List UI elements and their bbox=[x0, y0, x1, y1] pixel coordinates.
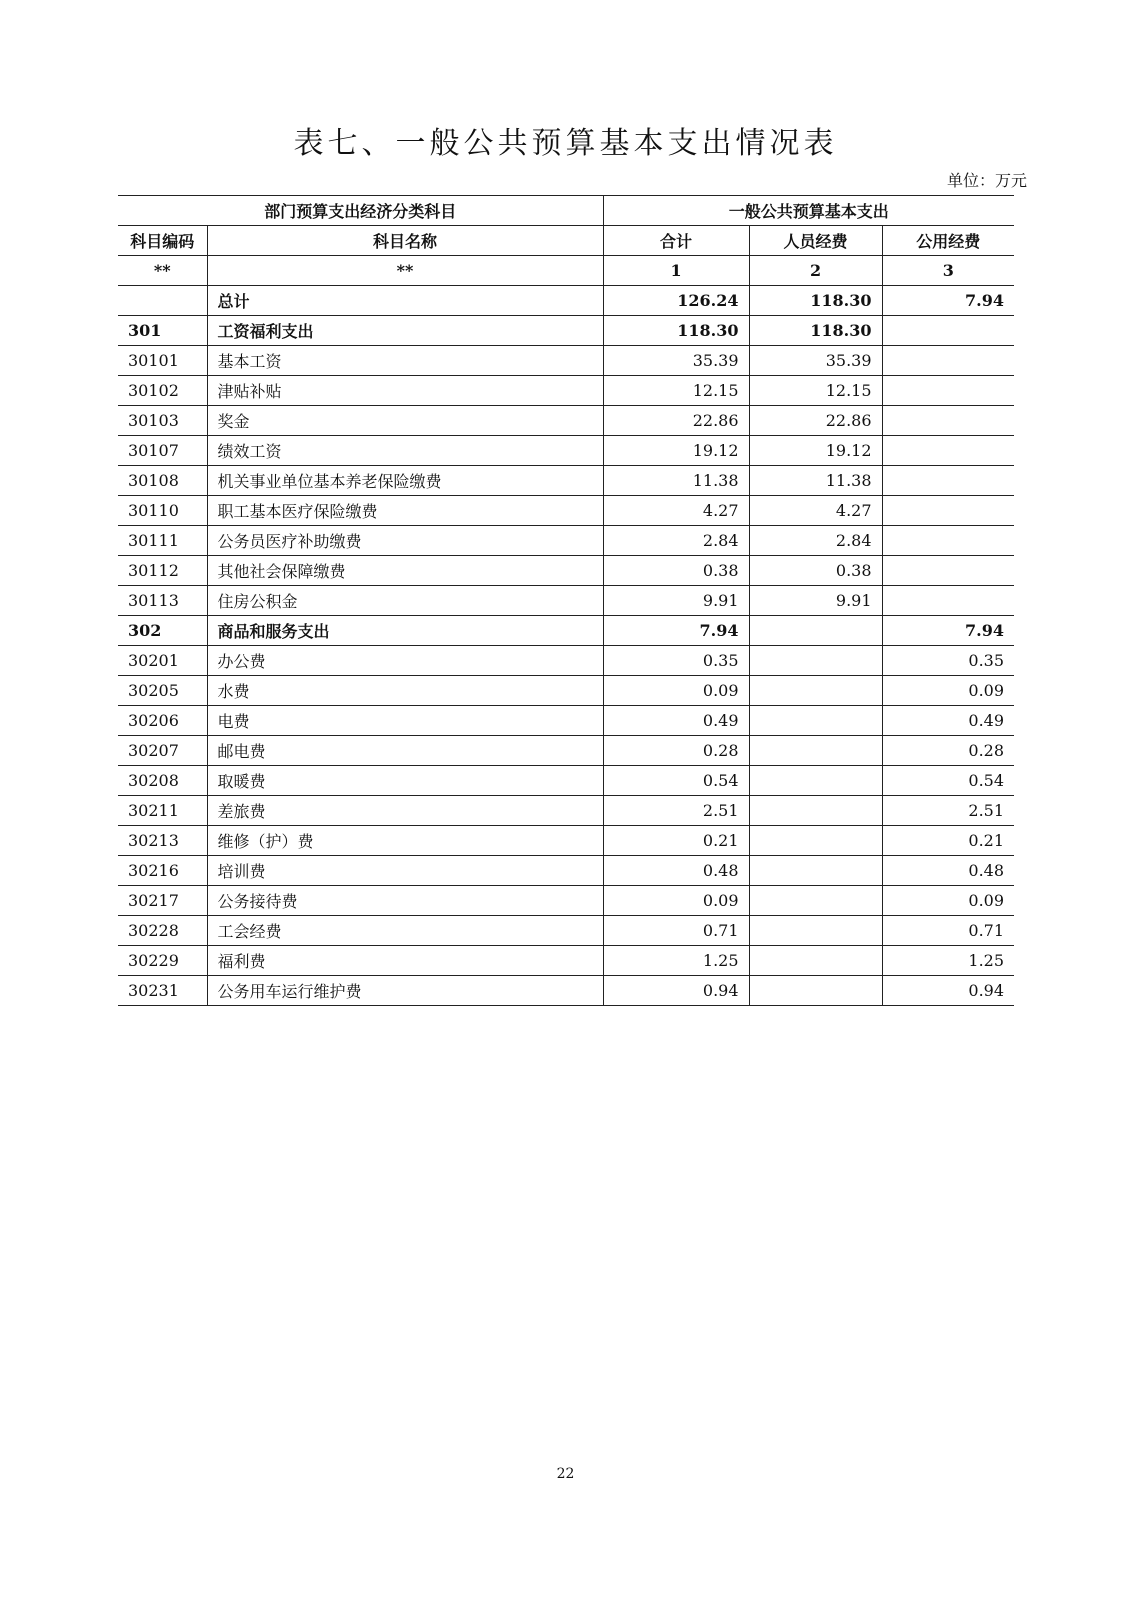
row-personnel bbox=[749, 976, 882, 1006]
row-public: 0.71 bbox=[882, 916, 1014, 946]
row-public: 7.94 bbox=[882, 286, 1014, 316]
row-code bbox=[118, 286, 207, 316]
row-code: 30103 bbox=[118, 406, 207, 436]
header-index-row bbox=[118, 256, 1014, 286]
row-code: 30201 bbox=[118, 646, 207, 676]
row-name: 住房公积金 bbox=[207, 586, 603, 616]
row-public bbox=[882, 406, 1014, 436]
row-name: 水费 bbox=[207, 676, 603, 706]
row-public: 0.49 bbox=[882, 706, 1014, 736]
row-personnel bbox=[749, 676, 882, 706]
row-code: 30113 bbox=[118, 586, 207, 616]
row-public bbox=[882, 466, 1014, 496]
table-row bbox=[118, 706, 1014, 736]
row-code: 30229 bbox=[118, 946, 207, 976]
row-code: 30231 bbox=[118, 976, 207, 1006]
row-total: 0.49 bbox=[603, 706, 749, 736]
row-personnel: 2.84 bbox=[749, 526, 882, 556]
row-name: 培训费 bbox=[207, 856, 603, 886]
row-name: 津贴补贴 bbox=[207, 376, 603, 406]
table-row bbox=[118, 796, 1014, 826]
row-total: 0.71 bbox=[603, 916, 749, 946]
table-row bbox=[118, 676, 1014, 706]
index-code: ** bbox=[118, 256, 207, 286]
row-personnel: 19.12 bbox=[749, 436, 882, 466]
row-code: 30216 bbox=[118, 856, 207, 886]
row-total: 126.24 bbox=[603, 286, 749, 316]
row-total: 0.09 bbox=[603, 676, 749, 706]
row-code: 30208 bbox=[118, 766, 207, 796]
row-public: 0.09 bbox=[882, 676, 1014, 706]
row-total: 4.27 bbox=[603, 496, 749, 526]
header-total: 合计 bbox=[603, 226, 749, 256]
row-total: 0.94 bbox=[603, 976, 749, 1006]
row-personnel bbox=[749, 766, 882, 796]
row-total: 7.94 bbox=[603, 616, 749, 646]
table-row bbox=[118, 766, 1014, 796]
header-public: 公用经费 bbox=[882, 226, 1014, 256]
row-total: 0.35 bbox=[603, 646, 749, 676]
row-personnel: 22.86 bbox=[749, 406, 882, 436]
row-code: 30110 bbox=[118, 496, 207, 526]
row-code: 30108 bbox=[118, 466, 207, 496]
row-public: 0.28 bbox=[882, 736, 1014, 766]
table-row bbox=[118, 586, 1014, 616]
row-name: 职工基本医疗保险缴费 bbox=[207, 496, 603, 526]
row-name: 办公费 bbox=[207, 646, 603, 676]
row-public: 1.25 bbox=[882, 946, 1014, 976]
row-total: 19.12 bbox=[603, 436, 749, 466]
row-public bbox=[882, 316, 1014, 346]
header-general-budget-basic-expenditure: 一般公共预算基本支出 bbox=[603, 196, 1014, 226]
row-personnel: 12.15 bbox=[749, 376, 882, 406]
header-column-row bbox=[118, 226, 1014, 256]
row-code: 30211 bbox=[118, 796, 207, 826]
row-personnel: 118.30 bbox=[749, 286, 882, 316]
header-economic-classification: 部门预算支出经济分类科目 bbox=[118, 196, 603, 226]
row-public: 7.94 bbox=[882, 616, 1014, 646]
table-row bbox=[118, 646, 1014, 676]
index-personnel: 2 bbox=[749, 256, 882, 286]
row-personnel bbox=[749, 616, 882, 646]
row-total: 0.48 bbox=[603, 856, 749, 886]
row-code: 30112 bbox=[118, 556, 207, 586]
row-public: 0.48 bbox=[882, 856, 1014, 886]
row-total: 0.28 bbox=[603, 736, 749, 766]
row-name: 基本工资 bbox=[207, 346, 603, 376]
header-group-row bbox=[118, 196, 1014, 226]
table-row bbox=[118, 826, 1014, 856]
header-code: 科目编码 bbox=[118, 226, 207, 256]
row-total: 1.25 bbox=[603, 946, 749, 976]
row-personnel bbox=[749, 796, 882, 826]
table-row bbox=[118, 376, 1014, 406]
row-total: 0.38 bbox=[603, 556, 749, 586]
row-public: 0.09 bbox=[882, 886, 1014, 916]
unit-label: 单位：万元 bbox=[946, 171, 1027, 190]
row-public: 0.94 bbox=[882, 976, 1014, 1006]
row-personnel: 0.38 bbox=[749, 556, 882, 586]
row-public bbox=[882, 346, 1014, 376]
row-name: 电费 bbox=[207, 706, 603, 736]
row-name: 商品和服务支出 bbox=[207, 616, 603, 646]
header-name: 科目名称 bbox=[207, 226, 603, 256]
row-personnel bbox=[749, 886, 882, 916]
row-code: 30107 bbox=[118, 436, 207, 466]
budget-table bbox=[118, 195, 1014, 1006]
row-total: 12.15 bbox=[603, 376, 749, 406]
table-row bbox=[118, 916, 1014, 946]
row-public bbox=[882, 526, 1014, 556]
row-personnel: 11.38 bbox=[749, 466, 882, 496]
row-public bbox=[882, 436, 1014, 466]
index-total: 1 bbox=[603, 256, 749, 286]
table-row bbox=[118, 856, 1014, 886]
row-code: 30111 bbox=[118, 526, 207, 556]
table-row bbox=[118, 496, 1014, 526]
row-public: 0.54 bbox=[882, 766, 1014, 796]
row-total: 11.38 bbox=[603, 466, 749, 496]
row-personnel: 118.30 bbox=[749, 316, 882, 346]
row-personnel bbox=[749, 916, 882, 946]
row-name: 福利费 bbox=[207, 946, 603, 976]
row-code: 30101 bbox=[118, 346, 207, 376]
row-personnel bbox=[749, 706, 882, 736]
row-total: 9.91 bbox=[603, 586, 749, 616]
table-row bbox=[118, 736, 1014, 766]
row-code: 30228 bbox=[118, 916, 207, 946]
row-personnel bbox=[749, 856, 882, 886]
row-name: 公务用车运行维护费 bbox=[207, 976, 603, 1006]
row-code: 30206 bbox=[118, 706, 207, 736]
row-code: 302 bbox=[118, 616, 207, 646]
row-total: 2.51 bbox=[603, 796, 749, 826]
row-total: 22.86 bbox=[603, 406, 749, 436]
index-public: 3 bbox=[882, 256, 1014, 286]
row-code: 30213 bbox=[118, 826, 207, 856]
row-public: 2.51 bbox=[882, 796, 1014, 826]
row-name: 奖金 bbox=[207, 406, 603, 436]
row-code: 30102 bbox=[118, 376, 207, 406]
table-row bbox=[118, 886, 1014, 916]
row-public bbox=[882, 496, 1014, 526]
row-personnel: 35.39 bbox=[749, 346, 882, 376]
row-name: 绩效工资 bbox=[207, 436, 603, 466]
row-total: 35.39 bbox=[603, 346, 749, 376]
table-row bbox=[118, 466, 1014, 496]
row-code: 30205 bbox=[118, 676, 207, 706]
table-row bbox=[118, 316, 1014, 346]
row-total: 0.09 bbox=[603, 886, 749, 916]
table-row bbox=[118, 946, 1014, 976]
row-name: 邮电费 bbox=[207, 736, 603, 766]
row-name: 维修（护）费 bbox=[207, 826, 603, 856]
row-name: 总计 bbox=[207, 286, 603, 316]
table-row bbox=[118, 436, 1014, 466]
row-public bbox=[882, 586, 1014, 616]
row-name: 机关事业单位基本养老保险缴费 bbox=[207, 466, 603, 496]
page-number: 22 bbox=[556, 1466, 575, 1482]
table-row bbox=[118, 346, 1014, 376]
row-personnel: 4.27 bbox=[749, 496, 882, 526]
row-code: 30217 bbox=[118, 886, 207, 916]
page-title: 表七、一般公共预算基本支出情况表 bbox=[293, 126, 838, 161]
row-name: 其他社会保障缴费 bbox=[207, 556, 603, 586]
row-public: 0.21 bbox=[882, 826, 1014, 856]
row-total: 0.21 bbox=[603, 826, 749, 856]
row-personnel bbox=[749, 736, 882, 766]
row-code: 30207 bbox=[118, 736, 207, 766]
table-row bbox=[118, 976, 1014, 1006]
row-personnel bbox=[749, 826, 882, 856]
row-public bbox=[882, 376, 1014, 406]
row-total: 118.30 bbox=[603, 316, 749, 346]
table-row bbox=[118, 526, 1014, 556]
table-row bbox=[118, 556, 1014, 586]
table-row bbox=[118, 286, 1014, 316]
row-name: 工资福利支出 bbox=[207, 316, 603, 346]
row-name: 公务员医疗补助缴费 bbox=[207, 526, 603, 556]
row-total: 0.54 bbox=[603, 766, 749, 796]
row-name: 公务接待费 bbox=[207, 886, 603, 916]
row-personnel bbox=[749, 646, 882, 676]
row-name: 差旅费 bbox=[207, 796, 603, 826]
table-row bbox=[118, 406, 1014, 436]
row-code: 301 bbox=[118, 316, 207, 346]
table-row bbox=[118, 616, 1014, 646]
row-total: 2.84 bbox=[603, 526, 749, 556]
row-name: 工会经费 bbox=[207, 916, 603, 946]
header-personnel: 人员经费 bbox=[749, 226, 882, 256]
row-public bbox=[882, 556, 1014, 586]
row-personnel bbox=[749, 946, 882, 976]
row-name: 取暖费 bbox=[207, 766, 603, 796]
index-name: ** bbox=[207, 256, 603, 286]
row-personnel: 9.91 bbox=[749, 586, 882, 616]
row-public: 0.35 bbox=[882, 646, 1014, 676]
